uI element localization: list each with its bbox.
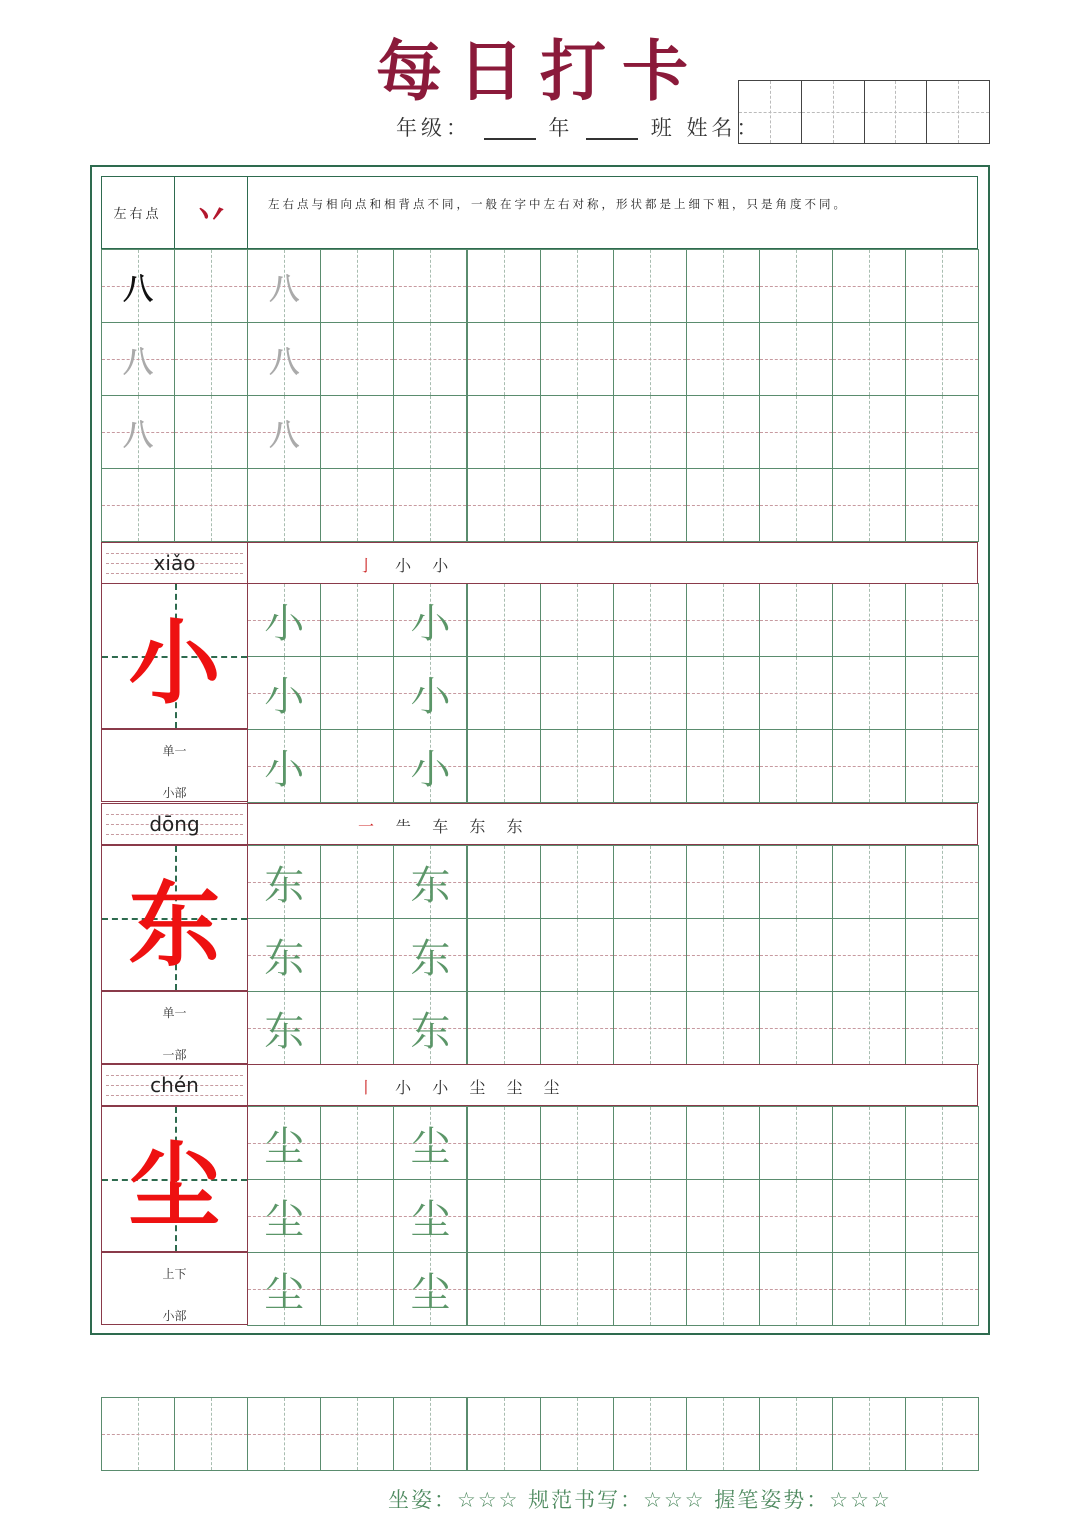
model-char: 东 [128, 872, 221, 979]
practice-glyph: 尘 [264, 1196, 305, 1243]
name-cell[interactable] [865, 81, 928, 143]
char-practice-cell[interactable] [393, 918, 467, 992]
year-suffix: 年 [548, 116, 574, 140]
stroke-practice-cell[interactable] [247, 395, 321, 469]
practice-glyph: 小 [264, 673, 305, 720]
grade-blank[interactable] [484, 120, 536, 140]
stroke-practice-cell[interactable] [832, 322, 906, 396]
pinyin: chén [150, 1073, 199, 1097]
stroke-practice-cell[interactable] [759, 468, 833, 542]
stroke-practice-cell[interactable] [247, 468, 321, 542]
stroke-practice-cell[interactable] [905, 249, 979, 323]
radical-label: 小部 [162, 786, 187, 800]
radical-label: 小部 [162, 1309, 187, 1323]
model-char-box [101, 1106, 248, 1252]
char-practice-cell[interactable] [686, 1179, 760, 1253]
char-practice-cell[interactable] [247, 991, 321, 1065]
char-practice-cell[interactable] [832, 918, 906, 992]
model-char-box [101, 583, 248, 729]
char-practice-cell[interactable] [540, 845, 614, 919]
name-cell[interactable] [802, 81, 865, 143]
char-practice-cell[interactable] [467, 729, 541, 803]
stroke-practice-cell[interactable] [393, 395, 467, 469]
practice-glyph: 八 [123, 272, 154, 307]
extra-practice-cell[interactable] [613, 1397, 687, 1471]
char-practice-cell[interactable] [905, 918, 979, 992]
stroke-practice-cell[interactable] [174, 395, 248, 469]
stroke-practice-cell[interactable] [832, 249, 906, 323]
char-practice-cell[interactable] [393, 583, 467, 657]
extra-practice-cell[interactable] [832, 1397, 906, 1471]
class-suffix: 班 [650, 116, 676, 140]
char-practice-cell[interactable] [832, 1179, 906, 1253]
char-practice-cell[interactable] [686, 1106, 760, 1180]
stroke-practice-cell[interactable] [832, 395, 906, 469]
name-cell[interactable] [739, 81, 802, 143]
stroke-practice-cell[interactable] [101, 322, 175, 396]
char-practice-cell[interactable] [467, 1252, 541, 1326]
char-practice-cell[interactable] [320, 656, 394, 730]
practice-glyph: 八 [269, 345, 300, 380]
char-practice-cell[interactable] [905, 656, 979, 730]
extra-practice-cell[interactable] [686, 1397, 760, 1471]
stroke-practice-cell[interactable] [905, 468, 979, 542]
char-practice-cell[interactable] [320, 918, 394, 992]
model-char: 尘 [128, 1133, 221, 1240]
char-practice-cell[interactable] [540, 656, 614, 730]
char-practice-cell[interactable] [759, 656, 833, 730]
char-practice-cell[interactable] [540, 918, 614, 992]
structure-label: 单一 [162, 744, 187, 758]
stroke-description: 左右点与相向点和相背点不同，一般在字中左右对称，形状都是上细下粗，只是角度不同。 [268, 197, 848, 211]
practice-glyph: 小 [410, 600, 451, 647]
char-practice-cell[interactable] [320, 1179, 394, 1253]
practice-glyph: 八 [269, 418, 300, 453]
char-practice-cell[interactable] [393, 1252, 467, 1326]
extra-practice-cell[interactable] [247, 1397, 321, 1471]
char-practice-cell[interactable] [540, 1179, 614, 1253]
name-cell[interactable] [927, 81, 989, 143]
char-practice-cell[interactable] [759, 1106, 833, 1180]
char-practice-cell[interactable] [247, 1252, 321, 1326]
char-practice-cell[interactable] [686, 729, 760, 803]
char-practice-cell[interactable] [759, 991, 833, 1065]
practice-glyph: 八 [123, 418, 154, 453]
char-practice-cell[interactable] [393, 656, 467, 730]
student-info [396, 112, 761, 142]
char-practice-cell[interactable] [467, 1106, 541, 1180]
char-practice-cell[interactable] [686, 991, 760, 1065]
char-practice-cell[interactable] [247, 729, 321, 803]
stroke-practice-cell[interactable] [101, 395, 175, 469]
char-practice-cell[interactable] [467, 1179, 541, 1253]
char-practice-cell[interactable] [905, 845, 979, 919]
stroke-practice-cell[interactable] [613, 395, 687, 469]
char-practice-cell[interactable] [613, 1179, 687, 1253]
char-practice-cell[interactable] [905, 1106, 979, 1180]
radical-label: 一部 [162, 1048, 187, 1062]
char-practice-cell[interactable] [613, 1106, 687, 1180]
char-practice-cell[interactable] [320, 729, 394, 803]
char-practice-cell[interactable] [467, 991, 541, 1065]
stroke-order: 亅 小 小 [358, 556, 457, 575]
stroke-practice-cell[interactable] [320, 468, 394, 542]
stroke-practice-cell[interactable] [540, 395, 614, 469]
pinyin: dōng [149, 812, 200, 836]
structure-label: 单一 [162, 1006, 187, 1020]
char-practice-cell[interactable] [832, 656, 906, 730]
stroke-practice-cell[interactable] [320, 322, 394, 396]
practice-glyph: 小 [410, 746, 451, 793]
stroke-practice-cell[interactable] [686, 322, 760, 396]
char-practice-cell[interactable] [613, 656, 687, 730]
practice-glyph: 东 [410, 862, 451, 909]
stroke-practice-cell[interactable] [613, 249, 687, 323]
stroke-practice-cell[interactable] [467, 395, 541, 469]
extra-practice-cell[interactable] [467, 1397, 541, 1471]
char-practice-cell[interactable] [393, 991, 467, 1065]
char-practice-cell[interactable] [905, 991, 979, 1065]
practice-glyph: 小 [410, 673, 451, 720]
stroke-practice-cell[interactable] [467, 249, 541, 323]
practice-glyph: 东 [264, 862, 305, 909]
stroke-practice-cell[interactable] [101, 468, 175, 542]
char-practice-cell[interactable] [247, 845, 321, 919]
stroke-practice-cell[interactable] [467, 468, 541, 542]
char-practice-cell[interactable] [467, 918, 541, 992]
char-practice-cell[interactable] [759, 1252, 833, 1326]
stroke-practice-cell[interactable] [686, 395, 760, 469]
stroke-practice-cell[interactable] [393, 322, 467, 396]
stroke-practice-cell[interactable] [540, 468, 614, 542]
structure-label: 上下 [162, 1267, 187, 1281]
char-practice-cell[interactable] [320, 1252, 394, 1326]
char-practice-cell[interactable] [613, 918, 687, 992]
extra-practice-cell[interactable] [540, 1397, 614, 1471]
char-practice-cell[interactable] [686, 1252, 760, 1326]
char-practice-cell[interactable] [467, 845, 541, 919]
char-practice-cell[interactable] [832, 1106, 906, 1180]
char-practice-cell[interactable] [759, 583, 833, 657]
class-blank[interactable] [586, 120, 638, 140]
practice-glyph: 八 [269, 272, 300, 307]
stroke-practice-cell[interactable] [393, 249, 467, 323]
stroke-order: 一 ⺧ 车 东 东 [358, 817, 531, 836]
char-practice-cell[interactable] [686, 656, 760, 730]
char-practice-cell[interactable] [759, 1179, 833, 1253]
char-practice-cell[interactable] [247, 918, 321, 992]
char-practice-cell[interactable] [759, 729, 833, 803]
char-practice-cell[interactable] [832, 991, 906, 1065]
char-practice-cell[interactable] [247, 656, 321, 730]
stroke-practice-cell[interactable] [393, 468, 467, 542]
name-writing-grid[interactable] [738, 80, 990, 144]
practice-glyph: 尘 [410, 1196, 451, 1243]
pinyin: xiǎo [153, 551, 196, 575]
char-practice-cell[interactable] [540, 583, 614, 657]
char-header-row [101, 1064, 978, 1106]
stroke-practice-cell[interactable] [174, 249, 248, 323]
practice-glyph: 东 [264, 1008, 305, 1055]
stroke-practice-cell[interactable] [320, 249, 394, 323]
char-practice-cell[interactable] [540, 1252, 614, 1326]
practice-glyph: 尘 [264, 1123, 305, 1170]
stroke-practice-cell[interactable] [686, 468, 760, 542]
stroke-practice-cell[interactable] [101, 249, 175, 323]
char-practice-cell[interactable] [832, 845, 906, 919]
extra-practice-cell[interactable] [320, 1397, 394, 1471]
char-practice-cell[interactable] [832, 583, 906, 657]
char-practice-cell[interactable] [540, 1106, 614, 1180]
char-practice-cell[interactable] [905, 729, 979, 803]
stroke-practice-cell[interactable] [759, 395, 833, 469]
name-label: 姓名： [686, 116, 762, 140]
char-practice-cell[interactable] [686, 845, 760, 919]
char-meta [101, 729, 248, 802]
extra-practice-cell[interactable] [393, 1397, 467, 1471]
char-meta [101, 1252, 248, 1325]
char-practice-cell[interactable] [613, 991, 687, 1065]
char-practice-cell[interactable] [320, 1106, 394, 1180]
extra-practice-cell[interactable] [101, 1397, 175, 1471]
char-practice-cell[interactable] [613, 845, 687, 919]
char-practice-cell[interactable] [613, 1252, 687, 1326]
char-practice-cell[interactable] [759, 845, 833, 919]
char-practice-cell[interactable] [613, 729, 687, 803]
char-practice-cell[interactable] [905, 583, 979, 657]
stroke-order: 丨 小 小 尘 尘 尘 [358, 1078, 568, 1097]
stroke-name: 左右点 [113, 207, 162, 222]
char-practice-cell[interactable] [905, 1179, 979, 1253]
char-practice-cell[interactable] [467, 583, 541, 657]
char-practice-cell[interactable] [759, 918, 833, 992]
practice-glyph: 八 [123, 345, 154, 380]
page-title: 每日打卡 [376, 32, 704, 110]
char-practice-cell[interactable] [686, 583, 760, 657]
stroke-practice-cell[interactable] [905, 395, 979, 469]
char-practice-cell[interactable] [320, 583, 394, 657]
practice-glyph: 东 [264, 935, 305, 982]
evaluation-footer: 坐姿：☆☆☆ 规范书写：☆☆☆ 握笔姿势：☆☆☆ [388, 1488, 892, 1512]
stroke-practice-cell[interactable] [832, 468, 906, 542]
char-practice-cell[interactable] [393, 729, 467, 803]
stroke-practice-cell[interactable] [540, 249, 614, 323]
stroke-practice-cell[interactable] [320, 395, 394, 469]
model-char: 小 [128, 610, 221, 717]
char-practice-cell[interactable] [247, 1106, 321, 1180]
char-practice-cell[interactable] [686, 918, 760, 992]
extra-practice-cell[interactable] [174, 1397, 248, 1471]
extra-practice-cell[interactable] [759, 1397, 833, 1471]
char-practice-cell[interactable] [540, 991, 614, 1065]
practice-glyph: 尘 [410, 1269, 451, 1316]
stroke-practice-cell[interactable] [247, 322, 321, 396]
stroke-practice-cell[interactable] [467, 322, 541, 396]
char-practice-cell[interactable] [393, 1106, 467, 1180]
stroke-practice-cell[interactable] [905, 322, 979, 396]
stroke-practice-cell[interactable] [613, 322, 687, 396]
stroke-practice-cell[interactable] [174, 322, 248, 396]
stroke-practice-cell[interactable] [247, 249, 321, 323]
model-char-box [101, 845, 248, 991]
char-practice-cell[interactable] [613, 583, 687, 657]
char-meta [101, 991, 248, 1064]
practice-glyph: 尘 [410, 1123, 451, 1170]
char-header-row [101, 542, 978, 584]
practice-glyph: 小 [264, 600, 305, 647]
stroke-practice-cell[interactable] [686, 249, 760, 323]
char-practice-cell[interactable] [320, 845, 394, 919]
char-practice-cell[interactable] [905, 1252, 979, 1326]
char-practice-cell[interactable] [467, 656, 541, 730]
stroke-practice-cell[interactable] [759, 249, 833, 323]
char-practice-cell[interactable] [832, 1252, 906, 1326]
extra-practice-cell[interactable] [905, 1397, 979, 1471]
char-practice-cell[interactable] [393, 845, 467, 919]
grade-label: 年级： [396, 116, 471, 140]
stroke-practice-cell[interactable] [174, 468, 248, 542]
char-practice-cell[interactable] [540, 729, 614, 803]
char-header-row [101, 803, 978, 845]
practice-glyph: 东 [410, 935, 451, 982]
char-practice-cell[interactable] [320, 991, 394, 1065]
char-practice-cell[interactable] [247, 1179, 321, 1253]
practice-glyph: 尘 [264, 1269, 305, 1316]
char-practice-cell[interactable] [247, 583, 321, 657]
practice-glyph: 小 [264, 746, 305, 793]
stroke-practice-cell[interactable] [759, 322, 833, 396]
char-practice-cell[interactable] [832, 729, 906, 803]
stroke-demo: 丷 [174, 176, 248, 249]
practice-glyph: 东 [410, 1008, 451, 1055]
stroke-practice-cell[interactable] [540, 322, 614, 396]
char-practice-cell[interactable] [393, 1179, 467, 1253]
stroke-practice-cell[interactable] [613, 468, 687, 542]
